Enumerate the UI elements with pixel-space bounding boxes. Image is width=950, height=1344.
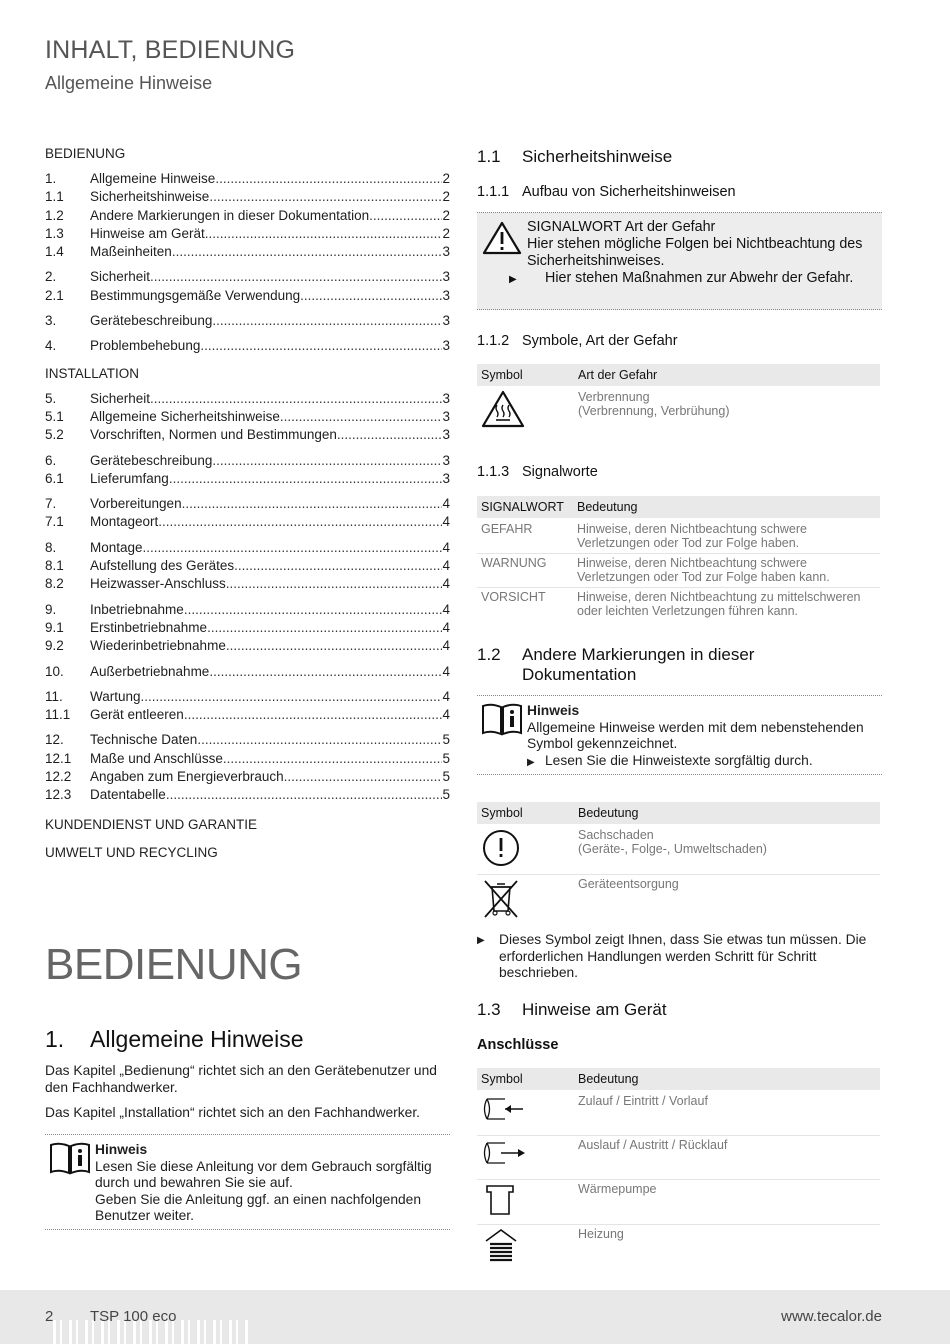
signal-word-action: Hier stehen Maßnahmen zur Abwehr der Gefahr. xyxy=(545,270,854,286)
toc-entry-number: 12.2 xyxy=(45,769,72,785)
table-header: Bedeutung xyxy=(573,496,880,519)
toc-entry-number: 1.4 xyxy=(45,244,64,260)
toc-entry-title: Wiederinbetriebnahme xyxy=(90,638,226,654)
toc-leader-dots xyxy=(212,312,442,330)
table-cell: Hinweise, deren Nichtbeachtung schwere Verletzungen oder Tod zur Folge haben. xyxy=(573,519,880,554)
toc-entry-number: 7.1 xyxy=(45,514,64,530)
hint-text: Geben Sie die Anleitung ggf. an einen nachfolgenden Benutzer weiter. xyxy=(95,1191,422,1223)
toc-entry-number: 5.2 xyxy=(45,427,64,443)
action-arrow-icon: ▶ xyxy=(477,935,485,946)
toc-entry-page: 5 xyxy=(442,750,450,766)
section-number: 1.3 xyxy=(477,1000,501,1019)
toc-section-heading[interactable]: UMWELT UND RECYCLING xyxy=(45,844,218,860)
table-cell xyxy=(477,875,574,926)
cell-text: (Geräte-, Folge-, Umweltschaden) xyxy=(578,842,767,856)
warning-triangle-icon xyxy=(482,221,522,255)
toc-leader-dots xyxy=(197,731,442,749)
toc-entry-title: Vorschriften, Normen und Bestimmungen xyxy=(90,427,337,443)
toc-entry-title: Allgemeine Sicherheitshinweise xyxy=(90,408,280,424)
table-cell: Zulauf / Eintritt / Vorlauf xyxy=(574,1091,880,1135)
toc-entry-title: Technische Daten xyxy=(90,732,198,748)
toc-entry-number: 5. xyxy=(45,390,57,406)
toc-entry-title: Außerbetriebnahme xyxy=(90,663,210,679)
signal-word-box xyxy=(477,212,882,310)
toc-entry[interactable] xyxy=(45,539,450,557)
toc-entry-page: 4 xyxy=(442,539,450,555)
section-heading-1-1 xyxy=(477,147,672,167)
toc-entry-page: 5 xyxy=(442,787,450,803)
toc-entry-page: 4 xyxy=(442,688,450,704)
section-heading-1-3 xyxy=(477,1000,667,1020)
toc-entry-title: Montageort xyxy=(90,514,159,530)
toc-entry-number: 12.1 xyxy=(45,750,72,766)
toc-entry-title: Sicherheitshinweise xyxy=(90,189,210,205)
toc-entry-title: Problembehebung xyxy=(90,338,201,354)
toc-entry[interactable] xyxy=(45,619,450,637)
toc-leader-dots xyxy=(280,408,443,426)
toc-entry-page: 4 xyxy=(442,576,450,592)
cell-text: Sachschaden xyxy=(578,828,654,842)
hint-action: Lesen Sie die Hinweistexte sorgfältig durch. xyxy=(545,752,813,768)
section-title: Allgemeine Hinweise xyxy=(90,1026,304,1052)
toc-entry-title: Maßeinheiten xyxy=(90,244,172,260)
toc-entry-title: Gerätebeschreibung xyxy=(90,313,213,329)
toc-entry[interactable] xyxy=(45,706,450,724)
toc-entry-number: 11. xyxy=(45,688,63,704)
section-title: Sicherheitshinweise xyxy=(522,147,673,166)
toc-entry-title: Hinweise am Gerät xyxy=(90,225,205,241)
toc-entry[interactable] xyxy=(45,287,450,305)
toc-entry-title: Andere Markierungen in dieser Dokumentation xyxy=(90,207,370,223)
toc-entry[interactable] xyxy=(45,452,450,470)
toc-entry-number: 9. xyxy=(45,601,57,617)
section-title: Hinweise am Gerät xyxy=(522,1000,667,1019)
toc-entry-number: 1.3 xyxy=(45,225,64,241)
table-cell: Heizung xyxy=(574,1224,880,1269)
toc-entry-page: 4 xyxy=(442,707,450,723)
toc-entry-page: 3 xyxy=(442,338,450,354)
table-cell: VORSICHT xyxy=(477,588,573,622)
section-heading-1-2 xyxy=(477,645,882,685)
toc-entry[interactable] xyxy=(45,390,450,408)
marking-symbol-table xyxy=(477,802,880,925)
toc-leader-dots xyxy=(207,619,442,637)
toc-entry[interactable] xyxy=(45,170,450,188)
toc-entry-page: 4 xyxy=(442,558,450,574)
toc-entry[interactable] xyxy=(45,243,450,261)
toc-entry-number: 6. xyxy=(45,452,57,468)
hot-surface-warning-icon xyxy=(481,390,525,428)
table-cell xyxy=(574,825,880,875)
table-cell: Wärmepumpe xyxy=(574,1179,880,1224)
toc-section-heading[interactable]: INSTALLATION xyxy=(45,365,140,381)
section-number: 1.2 xyxy=(477,645,501,664)
toc-entry-title: Maße und Anschlüsse xyxy=(90,750,223,766)
toc-entry-number: 8.2 xyxy=(45,576,64,592)
page-footer xyxy=(0,1290,950,1344)
toc-entry[interactable] xyxy=(45,637,450,655)
toc-leader-dots xyxy=(284,768,443,786)
hint-text: Lesen Sie diese Anleitung vor dem Gebrauch sorgfältig durch und bewahren Sie sie auf. xyxy=(95,1158,432,1190)
toc-entry[interactable] xyxy=(45,188,450,206)
toc-entry-page: 5 xyxy=(442,769,450,785)
toc-entry[interactable] xyxy=(45,312,450,330)
section-heading-1-1-3 xyxy=(477,464,598,480)
toc-entry-page: 3 xyxy=(442,244,450,260)
signal-word-heading: SIGNALWORT Art der Gefahr xyxy=(527,219,716,235)
toc-entry-title: Lieferumfang xyxy=(90,470,169,486)
toc-entry-page: 2 xyxy=(442,171,450,186)
book-info-icon xyxy=(481,702,523,736)
heating-icon xyxy=(481,1227,521,1263)
toc-entry-page: 3 xyxy=(442,427,450,443)
toc-entry-title: Aufstellung des Gerätes xyxy=(90,558,235,574)
toc-entry-page: 3 xyxy=(442,470,450,486)
toc-leader-dots xyxy=(150,390,442,408)
page-header-subtitle: Allgemeine Hinweise xyxy=(45,73,213,93)
table-cell: Hinweise, deren Nichtbeachtung zu mittelschweren oder leichten Verletzungen führen kann. xyxy=(573,588,880,622)
toc-entry-title: Heizwasser-Anschluss xyxy=(90,576,226,592)
toc-entry-number: 8.1 xyxy=(45,558,64,574)
table-cell xyxy=(477,1224,574,1269)
table-header: Art der Gefahr xyxy=(574,364,880,387)
toc-entry[interactable] xyxy=(45,225,450,243)
toc-leader-dots xyxy=(141,688,443,706)
toc-entry-title: Bestimmungsgemäße Verwendung xyxy=(90,287,301,303)
toc-leader-dots xyxy=(337,426,443,444)
toc-entry-title: Inbetriebnahme xyxy=(90,601,184,617)
outlet-pipe-icon xyxy=(481,1138,527,1168)
section-number: 1.1.3 xyxy=(477,464,510,480)
toc-entry-number: 9.2 xyxy=(45,638,64,654)
toc-entry[interactable] xyxy=(45,575,450,593)
toc-entry[interactable] xyxy=(45,207,450,225)
toc-entry[interactable] xyxy=(45,786,450,804)
toc-entry[interactable] xyxy=(45,557,450,575)
toc-leader-dots xyxy=(169,470,443,488)
toc-leader-dots xyxy=(300,287,442,305)
website-link[interactable]: www.tecalor.de xyxy=(781,1308,882,1325)
toc-leader-dots xyxy=(369,207,442,225)
cell-text: Verbrennung xyxy=(578,390,650,404)
toc-entry-number: 12.3 xyxy=(45,787,72,803)
section-title: Aufbau von Sicherheitshinweisen xyxy=(522,184,736,200)
hint-text: Allgemeine Hinweise werden mit dem nebenstehenden Symbol gekennzeichnet. xyxy=(527,719,864,751)
toc-entry[interactable] xyxy=(45,663,450,681)
hint-box xyxy=(477,695,882,775)
table-row xyxy=(477,554,880,588)
table-cell xyxy=(477,1091,574,1135)
toc-entry[interactable] xyxy=(45,768,450,786)
section-number: 1.1.1 xyxy=(477,184,510,200)
hint-title: Hinweis xyxy=(95,1142,148,1157)
toc-entry-number: 9.1 xyxy=(45,619,64,635)
table-header: Bedeutung xyxy=(574,1068,880,1091)
toc-entry-number: 6.1 xyxy=(45,470,64,486)
table-cell xyxy=(574,387,880,434)
table-header: Bedeutung xyxy=(574,802,880,825)
toc-leader-dots xyxy=(223,750,443,768)
toc-entry-number: 2.1 xyxy=(45,287,64,303)
connections-table xyxy=(477,1068,880,1269)
toc-leader-dots xyxy=(158,513,442,531)
cell-text: (Verbrennung, Verbrühung) xyxy=(578,404,730,418)
crossed-bin-disposal-icon xyxy=(481,877,521,919)
action-arrow-icon: ▶ xyxy=(509,274,517,285)
toc-entry-title: Allgemeine Hinweise xyxy=(90,171,216,186)
table-cell: GEFAHR xyxy=(477,519,573,554)
toc-entry-page: 4 xyxy=(442,638,450,654)
table-row xyxy=(477,588,880,622)
toc-entry-title: Erstinbetriebnahme xyxy=(90,619,208,635)
toc-entry-page: 2 xyxy=(442,189,450,205)
hint-box xyxy=(45,1134,450,1230)
toc-entry-page: 4 xyxy=(442,601,450,617)
toc-entry-number: 1.1 xyxy=(45,189,64,205)
section-title: Signalworte xyxy=(522,464,598,480)
page-number: 2 xyxy=(45,1308,54,1325)
toc-section-heading[interactable]: KUNDENDIENST UND GARANTIE xyxy=(45,816,258,832)
toc-entry[interactable] xyxy=(45,470,450,488)
toc-entry-title: Montage xyxy=(90,539,143,555)
table-cell xyxy=(477,825,574,875)
toc-section-heading[interactable]: BEDIENUNG xyxy=(45,146,126,161)
hint-title: Hinweis xyxy=(527,703,580,718)
table-cell: WARNUNG xyxy=(477,554,573,588)
toc-leader-dots xyxy=(205,225,443,243)
toc-entry-number: 4. xyxy=(45,338,57,354)
exclamation-circle-icon xyxy=(481,828,521,868)
toc-entry-page: 3 xyxy=(442,313,450,329)
section-heading-1 xyxy=(45,1026,304,1053)
toc-entry-page: 2 xyxy=(442,207,450,223)
paragraph: Das Kapitel „Bedienung“ richtet sich an den Gerätebenutzer und den Fachhandwerker. xyxy=(45,1063,437,1095)
heat-pump-icon xyxy=(481,1182,521,1218)
toc-leader-dots xyxy=(172,243,443,261)
toc-entry-number: 11.1 xyxy=(45,707,71,723)
toc-leader-dots xyxy=(150,268,442,286)
toc-entry[interactable] xyxy=(45,601,450,619)
table-cell xyxy=(477,1135,574,1179)
toc-entry-title: Angaben zum Energieverbrauch xyxy=(90,769,284,785)
toc-entry-title: Sicherheit xyxy=(90,390,151,406)
book-info-icon xyxy=(49,1141,91,1175)
toc-entry-number: 10. xyxy=(45,663,64,679)
signal-word-consequence: Hier stehen mögliche Folgen bei Nichtbeachtung des Sicherheitshinweises. xyxy=(527,236,863,269)
toc-entry-number: 1. xyxy=(45,171,57,186)
toc-entry-title: Wartung xyxy=(90,688,141,704)
toc-entry-page: 3 xyxy=(442,287,450,303)
table-header: Symbol xyxy=(477,1068,574,1091)
section-title: Andere Markierungen in dieser Dokumentation xyxy=(522,645,755,684)
toc-entry[interactable] xyxy=(45,495,450,513)
toc-entry[interactable] xyxy=(45,750,450,768)
toc-entry-number: 3. xyxy=(45,313,57,329)
toc-entry[interactable] xyxy=(45,337,450,355)
table-of-contents xyxy=(45,146,450,869)
toc-entry-page: 4 xyxy=(442,514,450,530)
toc-leader-dots xyxy=(234,557,442,575)
toc-leader-dots xyxy=(184,601,443,619)
document-name: TSP 100 eco xyxy=(90,1308,177,1325)
table-header: SIGNALWORT xyxy=(477,496,573,519)
toc-entry-title: Datentabelle xyxy=(90,787,166,803)
toc-entry-page: 2 xyxy=(442,225,450,241)
toc-leader-dots xyxy=(184,706,443,724)
toc-leader-dots xyxy=(226,575,443,593)
toc-entry-number: 2. xyxy=(45,269,57,285)
chapter-title: BEDIENUNG xyxy=(45,940,303,989)
toc-entry[interactable] xyxy=(45,408,450,426)
table-cell: Geräteentsorgung xyxy=(574,875,880,926)
section-title: Symbole, Art der Gefahr xyxy=(522,333,678,349)
toc-entry-title: Gerät entleeren xyxy=(90,707,184,723)
signal-words-table xyxy=(477,496,880,621)
table-row xyxy=(477,519,880,554)
table-header: Symbol xyxy=(477,364,574,387)
toc-entry-title: Gerätebeschreibung xyxy=(90,452,213,468)
toc-leader-dots xyxy=(209,663,442,681)
toc-leader-dots xyxy=(226,637,443,655)
toc-entry[interactable] xyxy=(45,268,450,286)
section-number: 1. xyxy=(45,1026,65,1052)
toc-entry[interactable] xyxy=(45,513,450,531)
toc-leader-dots xyxy=(143,539,443,557)
toc-leader-dots xyxy=(215,170,442,188)
page-header-title: INHALT, BEDIENUNG xyxy=(45,36,296,64)
toc-entry-title: Vorbereitungen xyxy=(90,496,182,512)
toc-leader-dots xyxy=(200,337,442,355)
toc-leader-dots xyxy=(209,188,442,206)
table-cell xyxy=(477,1179,574,1224)
toc-entry-number: 5.1 xyxy=(45,408,64,424)
toc-entry-page: 4 xyxy=(442,619,450,635)
toc-entry-page: 3 xyxy=(442,269,450,285)
toc-entry-page: 3 xyxy=(442,408,450,424)
toc-entry-number: 12. xyxy=(45,732,64,748)
table-header: Symbol xyxy=(477,802,574,825)
section-number: 1.1 xyxy=(477,147,501,166)
inlet-pipe-icon xyxy=(481,1094,527,1124)
toc-entry[interactable] xyxy=(45,731,450,749)
action-text: Dieses Symbol zeigt Ihnen, dass Sie etwas tun müssen. Die erforderlichen Handlungen werden Schritt für Schritt beschrieben. xyxy=(499,932,867,980)
hazard-symbol-table xyxy=(477,364,880,434)
toc-entry[interactable] xyxy=(45,688,450,706)
toc-entry-number: 7. xyxy=(45,496,57,512)
table-cell: Auslauf / Austritt / Rücklauf xyxy=(574,1135,880,1179)
toc-entry-page: 3 xyxy=(442,390,450,406)
section-heading-1-1-1 xyxy=(477,184,736,200)
toc-entry-title: Sicherheit xyxy=(90,269,151,285)
toc-entry-page: 5 xyxy=(442,732,450,748)
toc-entry-page: 4 xyxy=(442,496,450,512)
subheading-anschluesse: Anschlüsse xyxy=(477,1037,559,1053)
toc-leader-dots xyxy=(212,452,442,470)
toc-entry-number: 8. xyxy=(45,539,57,555)
toc-entry-page: 4 xyxy=(442,663,450,679)
toc-leader-dots xyxy=(166,786,443,804)
section-number: 1.1.2 xyxy=(477,333,510,349)
toc-entry-page: 3 xyxy=(442,452,450,468)
action-paragraph xyxy=(477,932,882,982)
table-cell: Hinweise, deren Nichtbeachtung schwere Verletzungen oder Tod zur Folge haben kann. xyxy=(573,554,880,588)
table-cell xyxy=(477,387,574,434)
toc-entry[interactable] xyxy=(45,426,450,444)
paragraph: Das Kapitel „Installation“ richtet sich an den Fachhandwerker. xyxy=(45,1105,421,1120)
action-arrow-icon: ▶ xyxy=(527,756,535,768)
toc-leader-dots xyxy=(182,495,443,513)
toc-entry-number: 1.2 xyxy=(45,207,64,223)
section-heading-1-1-2 xyxy=(477,333,678,349)
